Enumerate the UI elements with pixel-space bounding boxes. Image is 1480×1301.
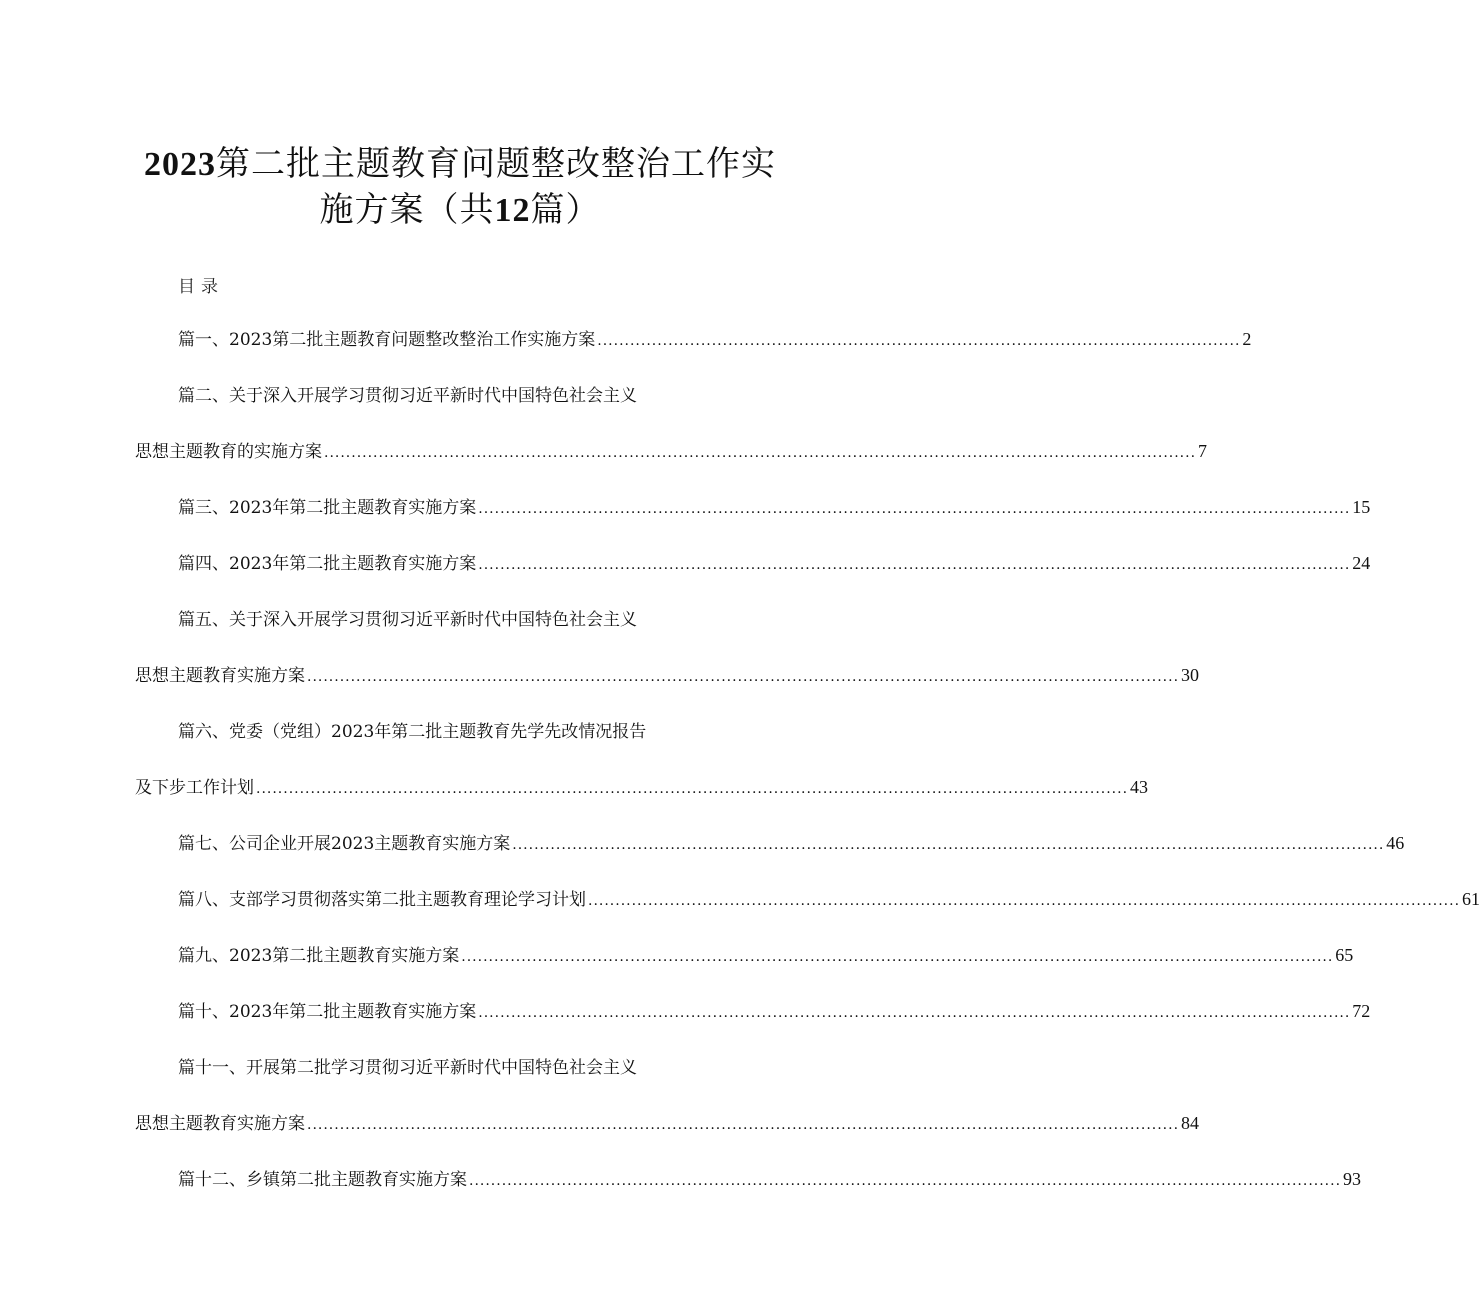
toc-entry-text-cont: 思想主题教育实施方案	[135, 1114, 305, 1134]
toc-leader-dots: ................................................................................................................................................................	[512, 837, 1385, 853]
toc-page-number: 15	[1352, 497, 1371, 517]
toc-leader-dots: ................................................................................................................................................................	[307, 1117, 1180, 1133]
toc-leader-dots: ................................................................................................................................................................	[307, 669, 1180, 685]
toc-page-number: 43	[1130, 777, 1149, 797]
toc-page-number: 2	[1242, 329, 1252, 349]
title-text-2: 施方案（共	[319, 190, 495, 230]
toc-entry-9[interactable]	[178, 940, 1354, 966]
toc-entry-text-cont: 思想主题教育实施方案	[135, 666, 305, 686]
toc-entry-text: 篇八、支部学习贯彻落实第二批主题教育理论学习计划	[178, 890, 586, 910]
toc-entry-11-cont[interactable]	[135, 1108, 1200, 1134]
toc-entry-5[interactable]	[178, 604, 778, 630]
toc-page-number: 65	[1335, 945, 1354, 965]
toc-entry-text: 篇七、公司企业开展2023主题教育实施方案	[178, 834, 511, 854]
toc-entry-3[interactable]	[178, 492, 1371, 518]
toc-entry-10[interactable]	[178, 996, 1371, 1022]
toc-entry-text: 篇十二、乡镇第二批主题教育实施方案	[178, 1170, 467, 1190]
toc-leader-dots: ......................................................................................................................	[597, 333, 1241, 349]
toc-leader-dots: ................................................................................................................................................................	[588, 893, 1461, 909]
toc-entry-text: 篇二、关于深入开展学习贯彻习近平新时代中国特色社会主义	[178, 386, 637, 406]
page-title-line1	[0, 136, 920, 185]
title-count: 12	[494, 192, 531, 229]
title-text-1: 第二批主题教育问题整改整治工作实	[216, 144, 776, 184]
toc-entry-8[interactable]	[178, 884, 1480, 910]
toc-leader-dots: ................................................................................................................................................................	[478, 1005, 1351, 1021]
toc-page-number: 7	[1198, 441, 1208, 461]
toc-entry-text: 篇十、2023年第二批主题教育实施方案	[178, 1002, 477, 1022]
toc-entry-text: 篇三、2023年第二批主题教育实施方案	[178, 498, 477, 518]
toc-entry-6-cont[interactable]	[135, 772, 1149, 798]
title-year: 2023	[144, 146, 216, 183]
toc-entry-2[interactable]	[178, 380, 778, 406]
toc-leader-dots: ................................................................................................................................................................	[478, 501, 1351, 517]
toc-leader-dots: ................................................................................................................................................................	[256, 781, 1129, 797]
toc-heading: 目录	[178, 277, 224, 297]
toc-entry-text: 篇九、2023第二批主题教育实施方案	[178, 946, 460, 966]
toc-entry-6[interactable]	[178, 716, 798, 742]
toc-entry-text-cont: 及下步工作计划	[135, 778, 254, 798]
page-title-line2	[0, 182, 920, 231]
toc-entry-text: 篇六、党委（党组）2023年第二批主题教育先学先改情况报告	[178, 722, 647, 742]
toc-page-number: 72	[1352, 1001, 1371, 1021]
toc-entry-text: 篇四、2023年第二批主题教育实施方案	[178, 554, 477, 574]
toc-page-number: 61	[1462, 889, 1480, 909]
title-text-3: 篇）	[530, 190, 601, 230]
toc-entry-text: 篇五、关于深入开展学习贯彻习近平新时代中国特色社会主义	[178, 610, 637, 630]
toc-entry-11[interactable]	[178, 1052, 778, 1078]
toc-entry-12[interactable]	[178, 1164, 1362, 1190]
toc-leader-dots: ................................................................................................................................................................	[469, 1173, 1342, 1189]
toc-page-number: 84	[1181, 1113, 1200, 1133]
toc-entry-5-cont[interactable]	[135, 660, 1200, 686]
toc-entry-text: 篇十一、开展第二批学习贯彻习近平新时代中国特色社会主义	[178, 1058, 637, 1078]
toc-page-number: 93	[1343, 1169, 1362, 1189]
toc-entry-7[interactable]	[178, 828, 1405, 854]
toc-page-number: 30	[1181, 665, 1200, 685]
toc-page-number: 24	[1352, 553, 1371, 573]
toc-entry-1[interactable]	[178, 324, 1252, 350]
toc-entry-text: 篇一、2023第二批主题教育问题整改整治工作实施方案	[178, 330, 596, 350]
toc-leader-dots: ................................................................................................................................................................	[478, 557, 1351, 573]
toc-entry-text-cont: 思想主题教育的实施方案	[135, 442, 322, 462]
toc-page-number: 46	[1386, 833, 1405, 853]
toc-leader-dots: ................................................................................................................................................................	[461, 949, 1334, 965]
toc-entry-2-cont[interactable]	[135, 436, 1208, 462]
toc-entry-4[interactable]	[178, 548, 1371, 574]
toc-leader-dots: ................................................................................................................................................................	[324, 445, 1197, 461]
